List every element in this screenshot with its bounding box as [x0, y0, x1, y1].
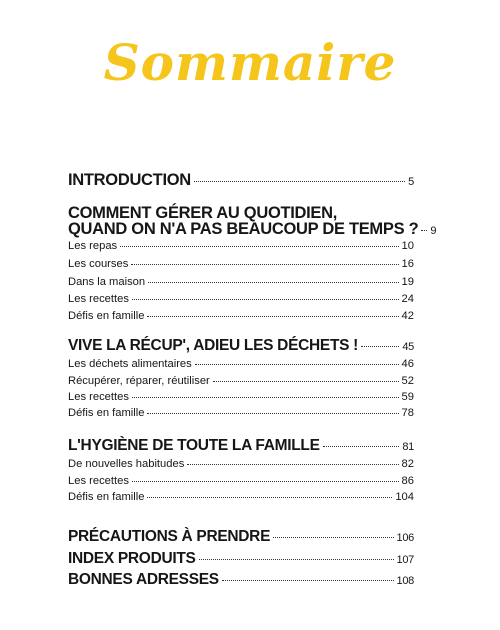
- toc-entry-label: Les déchets alimentaires: [68, 358, 192, 370]
- toc-entry-label: QUAND ON N'A PAS BEAUCOUP DE TEMPS ?: [68, 220, 419, 238]
- toc-entry-label: PRÉCAUTIONS À PRENDRE: [68, 528, 271, 545]
- toc-entry-label: BONNES ADRESSES: [68, 571, 219, 588]
- toc-page-number: 16: [401, 258, 414, 270]
- toc-subentry[interactable]: [68, 292, 414, 306]
- toc-page-number: 52: [401, 375, 414, 387]
- toc-entry-label: INTRODUCTION: [68, 171, 191, 189]
- toc-page-number: 59: [401, 391, 414, 403]
- toc-subentry[interactable]: [68, 357, 414, 371]
- toc-entry-label: Dans la maison: [68, 276, 146, 288]
- toc-page-number: 78: [401, 407, 414, 419]
- toc-page-number: 45: [402, 341, 414, 353]
- dot-leader: [361, 346, 399, 347]
- toc-subentry[interactable]: [68, 490, 414, 504]
- dot-leader: [187, 464, 398, 465]
- toc-page-number: 10: [401, 240, 414, 252]
- dot-leader: [222, 580, 394, 581]
- dot-leader: [195, 364, 399, 365]
- dot-leader: [273, 537, 393, 538]
- dot-leader: [323, 446, 400, 447]
- toc-page-number: 86: [401, 475, 414, 487]
- dot-leader: [213, 381, 399, 382]
- dot-leader: [147, 413, 398, 414]
- toc-entry-index[interactable]: [68, 549, 414, 570]
- toc-page-number: 46: [401, 358, 414, 370]
- toc-subentry[interactable]: [68, 239, 414, 253]
- toc-subentry[interactable]: [68, 257, 414, 271]
- toc-entry-label: Défis en famille: [68, 310, 145, 322]
- toc-entry-label: De nouvelles habitudes: [68, 458, 185, 470]
- toc-subentry[interactable]: [68, 374, 414, 388]
- toc-entry-chapter-2[interactable]: [68, 336, 414, 357]
- toc-entry-label: L'HYGIÈNE DE TOUTE LA FAMILLE: [68, 437, 320, 454]
- toc-entry-label: Les recettes: [68, 293, 129, 305]
- toc-entry-label: Les repas: [68, 240, 118, 252]
- toc-entry-label: INDEX PRODUITS: [68, 550, 196, 567]
- toc-page-number: 108: [396, 575, 414, 587]
- dot-leader: [199, 559, 394, 560]
- toc-entry-label: Les recettes: [68, 391, 129, 403]
- toc-subentry[interactable]: [68, 474, 414, 488]
- toc-entry-label: Récupérer, réparer, réutiliser: [68, 375, 210, 387]
- toc-entry-chapter-3[interactable]: [68, 436, 414, 457]
- toc-page-number: 42: [401, 310, 414, 322]
- toc-page-number: 5: [408, 176, 414, 188]
- toc-entry-label: Défis en famille: [68, 407, 145, 419]
- toc-subentry[interactable]: [68, 275, 414, 289]
- dot-leader: [132, 481, 399, 482]
- chapter-title-line: COMMENT GÉRER AU QUOTIDIEN,: [68, 204, 338, 222]
- dot-leader: [421, 230, 427, 231]
- page-title: Sommaire: [103, 33, 397, 92]
- toc-page-number: 104: [395, 491, 414, 503]
- toc-page-number: 19: [401, 276, 414, 288]
- dot-leader: [148, 282, 398, 283]
- toc-page-number: 81: [402, 441, 414, 453]
- toc-page-number: 9: [430, 225, 437, 237]
- toc-entry-label: Les courses: [68, 258, 129, 270]
- toc-entry-precautions[interactable]: [68, 527, 414, 548]
- toc-entry-addresses[interactable]: [68, 570, 414, 591]
- dot-leader: [132, 397, 399, 398]
- toc-subentry[interactable]: [68, 309, 414, 323]
- toc-subentry[interactable]: [68, 406, 414, 420]
- toc-subentry[interactable]: [68, 457, 414, 471]
- toc-entry-label: Défis en famille: [68, 491, 145, 503]
- toc-entry-chapter-1[interactable]: [68, 219, 437, 241]
- toc-page-number: 82: [401, 458, 414, 470]
- dot-leader: [194, 181, 405, 182]
- dot-leader: [120, 246, 398, 247]
- toc-entry-label: Les recettes: [68, 475, 129, 487]
- toc-page-number: 24: [401, 293, 414, 305]
- dot-leader: [147, 497, 392, 498]
- toc-page-number: 106: [396, 532, 414, 544]
- toc-entry-label: VIVE LA RÉCUP', ADIEU LES DÉCHETS !: [68, 337, 359, 354]
- toc-subentry[interactable]: [68, 390, 414, 404]
- dot-leader: [131, 264, 398, 265]
- dot-leader: [132, 299, 399, 300]
- toc-entry-introduction[interactable]: [68, 170, 414, 192]
- toc-page-number: 107: [396, 554, 414, 566]
- dot-leader: [147, 316, 398, 317]
